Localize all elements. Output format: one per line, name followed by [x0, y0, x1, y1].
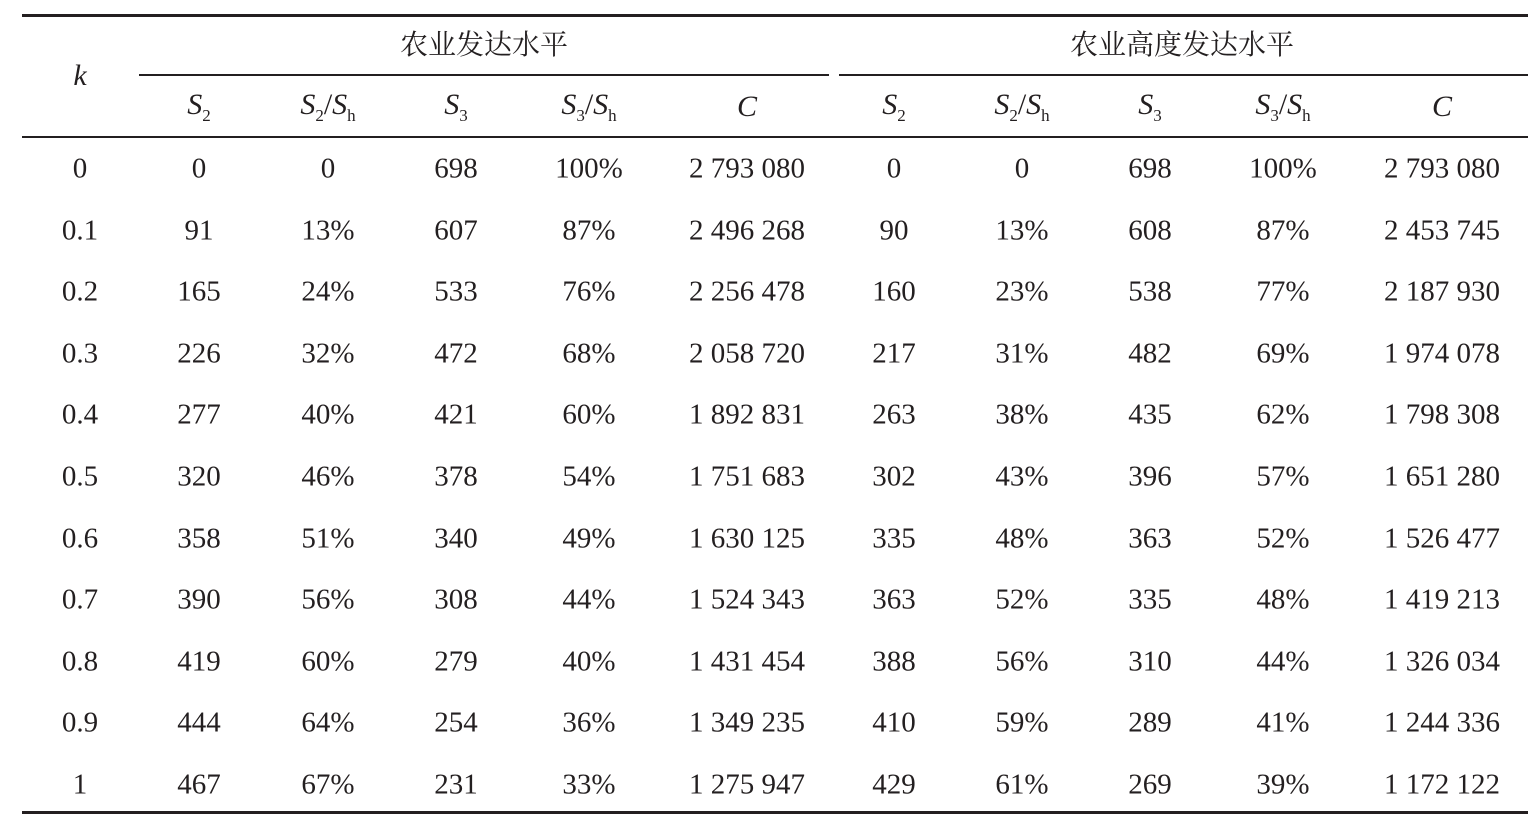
- table-cell: 46%: [301, 460, 355, 493]
- table-cell: 38%: [995, 398, 1049, 431]
- column-header: $S_3/S_h$: [1255, 88, 1311, 125]
- table-cell: 308: [434, 583, 478, 616]
- table-cell: 23%: [995, 275, 1049, 308]
- table-cell: 429: [872, 768, 916, 801]
- table-cell: 277: [177, 398, 221, 431]
- column-header: $S_2$: [187, 88, 211, 125]
- top-rule: [22, 14, 1528, 17]
- table-cell: 62%: [1256, 398, 1310, 431]
- table-cell: 2 453 745: [1384, 214, 1500, 247]
- table-cell: 90: [879, 214, 909, 247]
- table-cell: 2 256 478: [689, 275, 805, 308]
- table-cell: 1 630 125: [689, 522, 805, 555]
- table-cell: 39%: [1256, 768, 1310, 801]
- table-cell: 254: [434, 706, 478, 739]
- table-cell: 51%: [301, 522, 355, 555]
- table-cell: 472: [434, 337, 478, 370]
- column-header: $S_3/S_h$: [561, 88, 617, 125]
- table-cell: 41%: [1256, 706, 1310, 739]
- table-cell: 396: [1128, 460, 1172, 493]
- table-cell: 52%: [995, 583, 1049, 616]
- table-cell: 13%: [301, 214, 355, 247]
- k-value-cell: 0.8: [61, 645, 99, 678]
- table-cell: 231: [434, 768, 478, 801]
- table-cell: 2 496 268: [689, 214, 805, 247]
- group-underline-highly-developed: [839, 74, 1528, 76]
- table-cell: 24%: [301, 275, 355, 308]
- table-cell: 410: [872, 706, 916, 739]
- table-cell: 36%: [562, 706, 616, 739]
- column-header: C: [1431, 90, 1453, 123]
- table-cell: 607: [434, 214, 478, 247]
- table-cell: 1 751 683: [689, 460, 805, 493]
- table-cell: 1 419 213: [1384, 583, 1500, 616]
- k-value-cell: 1: [72, 768, 88, 801]
- table-cell: 40%: [301, 398, 355, 431]
- table-cell: 48%: [1256, 583, 1310, 616]
- table-cell: 32%: [301, 337, 355, 370]
- bottom-rule: [22, 811, 1528, 814]
- table-cell: 0: [191, 152, 207, 185]
- table-cell: 100%: [1249, 152, 1317, 185]
- table-cell: 67%: [301, 768, 355, 801]
- table-cell: 57%: [1256, 460, 1310, 493]
- column-header: $S_2/S_h$: [994, 88, 1050, 125]
- table-cell: 1 431 454: [689, 645, 805, 678]
- data-table: [22, 14, 1528, 814]
- table-cell: 608: [1128, 214, 1172, 247]
- table-cell: 54%: [562, 460, 616, 493]
- k-value-cell: 0.7: [61, 583, 99, 616]
- table-cell: 310: [1128, 645, 1172, 678]
- table-cell: 60%: [301, 645, 355, 678]
- table-cell: 165: [177, 275, 221, 308]
- table-cell: 335: [872, 522, 916, 555]
- table-cell: 33%: [562, 768, 616, 801]
- table-cell: 226: [177, 337, 221, 370]
- table-cell: 435: [1128, 398, 1172, 431]
- table-cell: 87%: [1256, 214, 1310, 247]
- table-cell: 2 793 080: [1384, 152, 1500, 185]
- k-value-cell: 0.5: [61, 460, 99, 493]
- table-cell: 0: [886, 152, 902, 185]
- table-cell: 1 974 078: [1384, 337, 1500, 370]
- table-cell: 1 326 034: [1384, 645, 1500, 678]
- group-header-developed: 农业发达水平: [399, 28, 569, 61]
- table-cell: 467: [177, 768, 221, 801]
- table-cell: 44%: [1256, 645, 1310, 678]
- column-header: $S_2$: [882, 88, 906, 125]
- table-cell: 1 798 308: [1384, 398, 1500, 431]
- column-header: C: [736, 90, 758, 123]
- table-cell: 390: [177, 583, 221, 616]
- table-cell: 1 892 831: [689, 398, 805, 431]
- table-cell: 64%: [301, 706, 355, 739]
- table-cell: 43%: [995, 460, 1049, 493]
- table-cell: 302: [872, 460, 916, 493]
- table-cell: 0: [1014, 152, 1030, 185]
- table-cell: 538: [1128, 275, 1172, 308]
- table-cell: 1 651 280: [1384, 460, 1500, 493]
- table-cell: 87%: [562, 214, 616, 247]
- table-cell: 48%: [995, 522, 1049, 555]
- table-cell: 61%: [995, 768, 1049, 801]
- table-cell: 263: [872, 398, 916, 431]
- table-cell: 482: [1128, 337, 1172, 370]
- table-cell: 444: [177, 706, 221, 739]
- column-header: $S_3$: [1138, 88, 1162, 125]
- table-cell: 77%: [1256, 275, 1310, 308]
- table-cell: 160: [872, 275, 916, 308]
- table-cell: 49%: [562, 522, 616, 555]
- table-cell: 13%: [995, 214, 1049, 247]
- table-cell: 363: [1128, 522, 1172, 555]
- table-cell: 533: [434, 275, 478, 308]
- table-cell: 76%: [562, 275, 616, 308]
- table-cell: 279: [434, 645, 478, 678]
- table-cell: 340: [434, 522, 478, 555]
- k-header: k: [73, 59, 87, 92]
- table-cell: 358: [177, 522, 221, 555]
- table-cell: 40%: [562, 645, 616, 678]
- table-cell: 60%: [562, 398, 616, 431]
- k-value-cell: 0: [72, 152, 88, 185]
- table-cell: 1 349 235: [689, 706, 805, 739]
- column-header: $S_2/S_h$: [300, 88, 356, 125]
- table-cell: 52%: [1256, 522, 1310, 555]
- table-cell: 2 058 720: [689, 337, 805, 370]
- table-cell: 320: [177, 460, 221, 493]
- table-cell: 378: [434, 460, 478, 493]
- table-cell: 91: [184, 214, 214, 247]
- table-cell: 56%: [995, 645, 1049, 678]
- table-cell: 388: [872, 645, 916, 678]
- table-cell: 56%: [301, 583, 355, 616]
- table-cell: 419: [177, 645, 221, 678]
- column-header: $S_3$: [444, 88, 468, 125]
- table-cell: 68%: [562, 337, 616, 370]
- table-cell: 335: [1128, 583, 1172, 616]
- table-cell: 1 172 122: [1384, 768, 1500, 801]
- k-value-cell: 0.1: [61, 214, 99, 247]
- k-value-cell: 0.6: [61, 522, 99, 555]
- table-cell: 2 187 930: [1384, 275, 1500, 308]
- table-cell: 31%: [995, 337, 1049, 370]
- table-cell: 421: [434, 398, 478, 431]
- table-cell: 363: [872, 583, 916, 616]
- table-cell: 1 526 477: [1384, 522, 1500, 555]
- k-value-cell: 0.4: [61, 398, 99, 431]
- group-underline-developed: [139, 74, 829, 76]
- table-cell: 44%: [562, 583, 616, 616]
- table-cell: 698: [434, 152, 478, 185]
- table-cell: 1 275 947: [689, 768, 805, 801]
- header-rule: [22, 136, 1528, 138]
- k-value-cell: 0.2: [61, 275, 99, 308]
- table-cell: 289: [1128, 706, 1172, 739]
- table-cell: 1 524 343: [689, 583, 805, 616]
- table-cell: 2 793 080: [689, 152, 805, 185]
- table-cell: 1 244 336: [1384, 706, 1500, 739]
- k-value-cell: 0.9: [61, 706, 99, 739]
- group-header-highly-developed: 农业高度发达水平: [1069, 28, 1295, 61]
- table-cell: 269: [1128, 768, 1172, 801]
- table-cell: 217: [872, 337, 916, 370]
- table-cell: 698: [1128, 152, 1172, 185]
- table-cell: 100%: [555, 152, 623, 185]
- k-value-cell: 0.3: [61, 337, 99, 370]
- table-cell: 0: [320, 152, 336, 185]
- table-cell: 59%: [995, 706, 1049, 739]
- table-cell: 69%: [1256, 337, 1310, 370]
